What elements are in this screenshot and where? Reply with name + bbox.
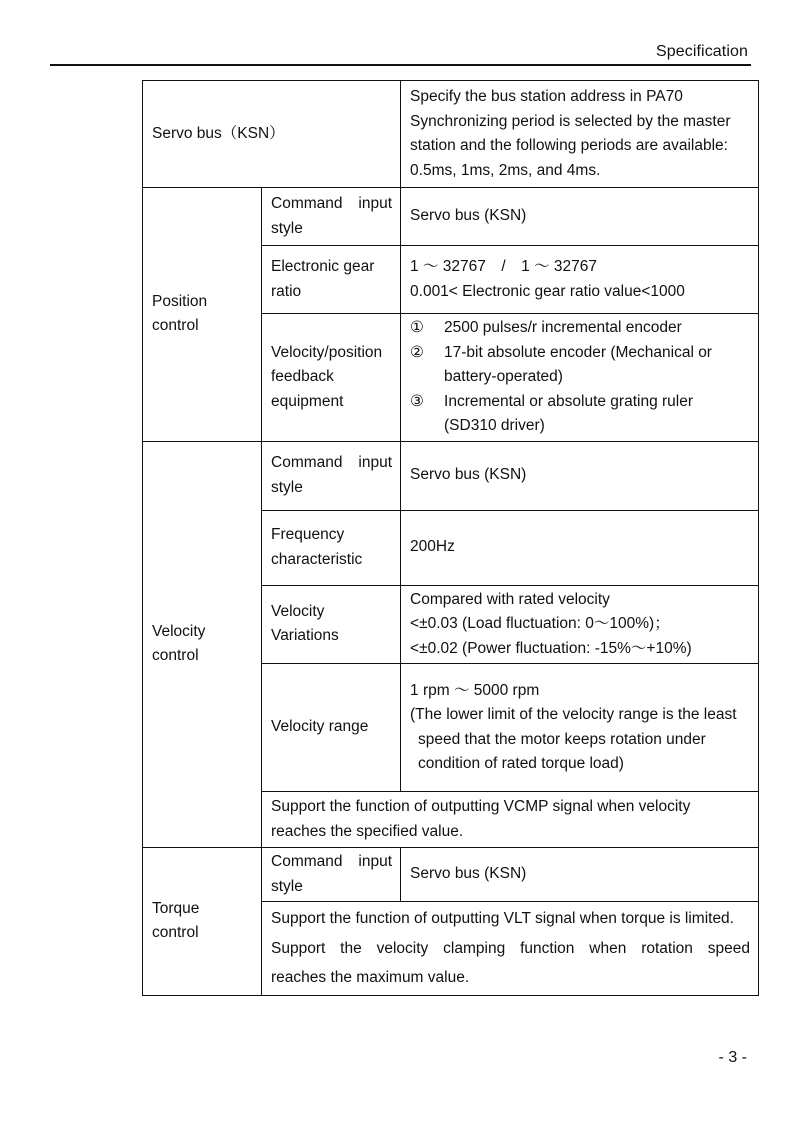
torque-note: Support the function of outputting VLT signal when torque is limited. xyxy=(271,910,734,927)
vcmp-note-cell xyxy=(262,792,759,848)
table-row-servo-bus xyxy=(143,81,759,188)
table-row-velocity-command xyxy=(143,441,759,510)
feedback-label: Velocity/position xyxy=(271,343,383,361)
command-input-value: Servo bus (KSN) xyxy=(410,466,527,484)
servo-bus-value-cell xyxy=(401,81,759,188)
servo-bus-line: Synchronizing period is selected by the master xyxy=(410,112,731,130)
velocity-command-input-label-cell xyxy=(262,441,401,510)
gear-ratio-label: Electronic gear xyxy=(271,258,375,275)
velocity-range-value-cell xyxy=(401,664,759,792)
item-text: 2500 pulses/r incremental encoder xyxy=(444,319,682,336)
variations-line: <±0.03 (Load fluctuation: 0～100%)； xyxy=(410,615,670,632)
servo-bus-label-cell xyxy=(143,81,401,188)
command-input-label: Command input xyxy=(271,853,393,870)
velocity-control-label-cell xyxy=(143,441,262,848)
gear-ratio-range: 1 ～ 32767 / 1 ～ 32767 xyxy=(410,258,597,275)
velocity-range-note: condition of rated torque load) xyxy=(418,755,624,772)
page-number: - 3 - xyxy=(718,1049,747,1066)
item-number: ③ xyxy=(410,392,424,410)
feedback-label: feedback xyxy=(271,368,334,385)
gear-ratio-value-cell xyxy=(401,246,759,314)
frequency-label: characteristic xyxy=(271,550,363,568)
item-number: ② xyxy=(410,343,424,361)
vcmp-note: reaches the specified value. xyxy=(271,822,464,840)
variations-value-cell xyxy=(401,585,759,664)
item-text: battery-operated) xyxy=(444,368,563,385)
command-input-label: Command input xyxy=(271,454,393,471)
feedback-label: equipment xyxy=(271,392,344,410)
command-input-value: Servo bus (KSN) xyxy=(410,207,527,225)
torque-command-input-value-cell xyxy=(401,848,759,902)
servo-bus-line: Specify the bus station address in PA70 xyxy=(410,88,683,105)
list-item xyxy=(410,341,750,390)
servo-bus-line: station and the following periods are available: xyxy=(410,137,728,154)
command-input-label: Command input xyxy=(271,195,393,212)
specification-table xyxy=(142,80,759,996)
position-control-label-cell xyxy=(143,188,262,442)
velocity-control-label: control xyxy=(152,647,199,665)
gear-ratio-limit: 0.001< Electronic gear ratio value<1000 xyxy=(410,282,685,300)
variations-label-cell xyxy=(262,585,401,664)
table-row-torque-command xyxy=(143,848,759,902)
velocity-range-value: 1 rpm ～ 5000 rpm xyxy=(410,681,540,699)
item-text: Incremental or absolute grating ruler xyxy=(444,392,694,410)
velocity-range-note: speed that the motor keeps rotation under xyxy=(418,730,706,748)
list-item xyxy=(410,390,750,439)
page-header-title: Specification xyxy=(655,43,748,60)
torque-note-cell xyxy=(262,902,759,996)
velocity-control-label: Velocity xyxy=(152,622,206,640)
variations-label: Variations xyxy=(271,627,339,645)
torque-control-label: Torque xyxy=(152,899,200,917)
item-text: 17-bit absolute encoder (Mechanical or xyxy=(444,343,712,361)
servo-bus-line: 0.5ms, 1ms, 2ms, and 4ms. xyxy=(410,161,601,179)
torque-control-label-cell xyxy=(143,848,262,996)
frequency-label-cell xyxy=(262,510,401,585)
item-text: (SD310 driver) xyxy=(444,417,545,434)
item-number: ① xyxy=(410,319,424,336)
velocity-range-note: (The lower limit of the velocity range is the least xyxy=(410,706,737,723)
torque-command-input-label-cell xyxy=(262,848,401,902)
torque-note: reaches the maximum value. xyxy=(271,969,470,986)
torque-control-label: control xyxy=(152,924,199,942)
gear-ratio-label-cell xyxy=(262,246,401,314)
frequency-label: Frequency xyxy=(271,526,345,543)
velocity-range-label: Velocity range xyxy=(271,718,369,736)
variations-line: <±0.02 (Power fluctuation: -15%～+10%) xyxy=(410,639,692,657)
frequency-value: 200Hz xyxy=(410,538,455,556)
position-control-label: control xyxy=(152,317,199,335)
velocity-range-label-cell xyxy=(262,664,401,792)
position-command-input-value-cell xyxy=(401,188,759,246)
frequency-value-cell xyxy=(401,510,759,585)
command-input-label: style xyxy=(271,478,303,496)
position-command-input-label-cell xyxy=(262,188,401,246)
list-item xyxy=(410,316,750,341)
variations-label: Velocity xyxy=(271,602,325,620)
header-divider xyxy=(50,64,751,66)
gear-ratio-label: ratio xyxy=(271,282,302,300)
feedback-label-cell xyxy=(262,314,401,442)
servo-bus-label: Servo bus（KSN） xyxy=(152,124,285,142)
command-input-label: style xyxy=(271,219,303,237)
command-input-value: Servo bus (KSN) xyxy=(410,865,527,883)
vcmp-note: Support the function of outputting VCMP signal when velocity xyxy=(271,798,691,815)
command-input-label: style xyxy=(271,877,303,895)
variations-line: Compared with rated velocity xyxy=(410,590,610,608)
feedback-value-cell xyxy=(401,314,759,442)
torque-note: Support the velocity clamping function when rotation speed xyxy=(271,939,751,957)
velocity-command-input-value-cell xyxy=(401,441,759,510)
table-row-position-command xyxy=(143,188,759,246)
position-control-label: Position xyxy=(152,292,208,310)
